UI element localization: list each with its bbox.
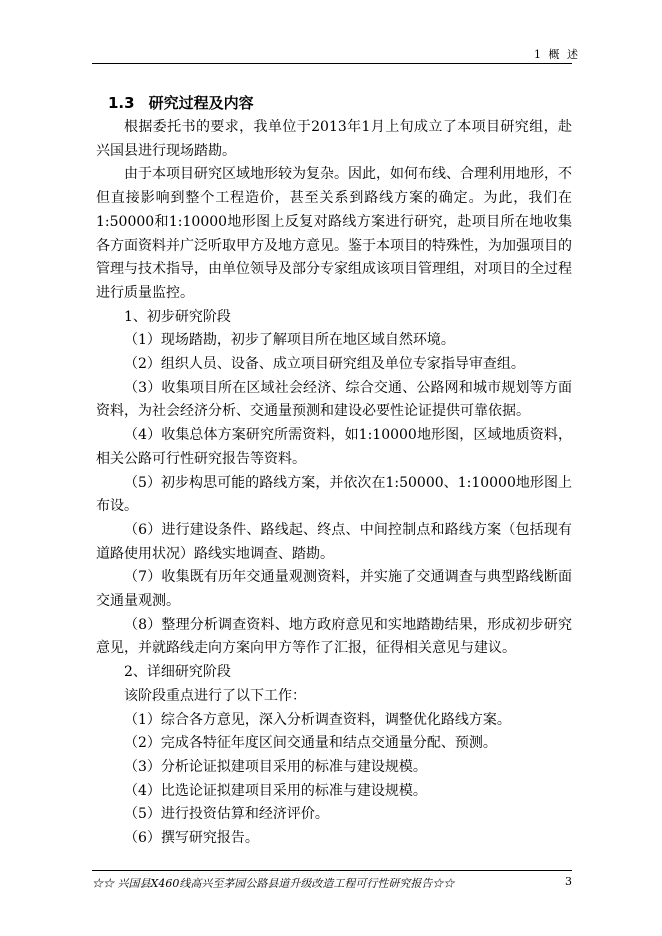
paragraph-terrain: 由于本项目研究区域地形较为复杂。因此，如何布线、合理利用地形，不但直接影响到整个工程造价，甚至关系到路线方案的确定。为此，我们在1:50000和1:10000地形图上反复对路线方案进行研究，赴项目所在地收集各方面资料并广泛听取甲方及地方意见。鉴于本项目的特殊性，为加强项目的管理与技术指导，由单位领导及部分专家组成该项目管理组，对项目的全过程进行质量监控。	[96, 166, 572, 301]
stage1-item: （7）收集既有历年交通量观测资料，并实施了交通调查与典型路线断面交通量观测。	[96, 569, 572, 610]
stage1-item: （3）收集项目所在区域社会经济、综合交通、公路网和城市规划等方面资料，为社会经济分析、交通量预测和建设必要性论证提供可靠依据。	[96, 379, 572, 420]
stage2-item: （3）分析论证拟建项目采用的标准与建设规模。	[124, 758, 427, 775]
stage1-item: （4）收集总体方案研究所需资料，如1:10000地形图，区域地质资料，相关公路可行性研究报告等资料。	[96, 427, 572, 467]
stage2-item: （4）比选论证拟建项目采用的标准与建设规模。	[124, 782, 427, 799]
header-rule	[92, 63, 572, 64]
stage1-title: 1、初步研究阶段	[124, 308, 231, 325]
stage1-item: （1）现场踏勘，初步了解项目所在地区域自然环境。	[124, 332, 455, 349]
section-heading	[108, 92, 254, 113]
stage2-item: （6）撰写研究报告。	[124, 830, 259, 847]
running-header: 1 概 述	[534, 48, 580, 61]
section-number: 1.3	[108, 94, 135, 112]
stage1-item: （2）组织人员、设备、成立项目研究组及单位专家指导审查组。	[124, 356, 525, 373]
footer-report-title: ☆☆ 兴国县X460线高兴至茅园公路县道升级改造工程可行性研究报告☆☆	[92, 877, 455, 890]
stage2-title: 2、详细研究阶段	[124, 664, 231, 681]
footer-rule	[92, 870, 572, 871]
stage1-item: （5）初步构思可能的路线方案，并依次在1:50000、1:10000地形图上布设。	[96, 474, 572, 515]
stage2-item: （1）综合各方意见，深入分析调查资料，调整优化路线方案。	[124, 711, 511, 728]
document-body	[96, 116, 572, 851]
stage2-item: （5）进行投资估算和经济评价。	[124, 806, 329, 823]
stage1-item: （8）整理分析调查资料、地方政府意见和实地踏勘结果，形成初步研究意见，并就路线走向方案向甲方等作了汇报，征得相关意见与建议。	[96, 616, 572, 657]
paragraph-commission: 根据委托书的要求，我单位于2013年1月上旬成立了本项目研究组，赴兴国县进行现场踏勘。	[96, 119, 572, 159]
stage2-intro: 该阶段重点进行了以下工作：	[124, 687, 306, 704]
stage1-item: （6）进行建设条件、路线起、终点、中间控制点和路线方案（包括现有道路使用状况）路线实地调查、踏勘。	[96, 521, 572, 562]
section-title: 研究过程及内容	[148, 94, 254, 112]
page-number: 3	[565, 875, 572, 888]
stage2-item: （2）完成各特征年度区间交通量和结点交通量分配、预测。	[124, 735, 497, 752]
